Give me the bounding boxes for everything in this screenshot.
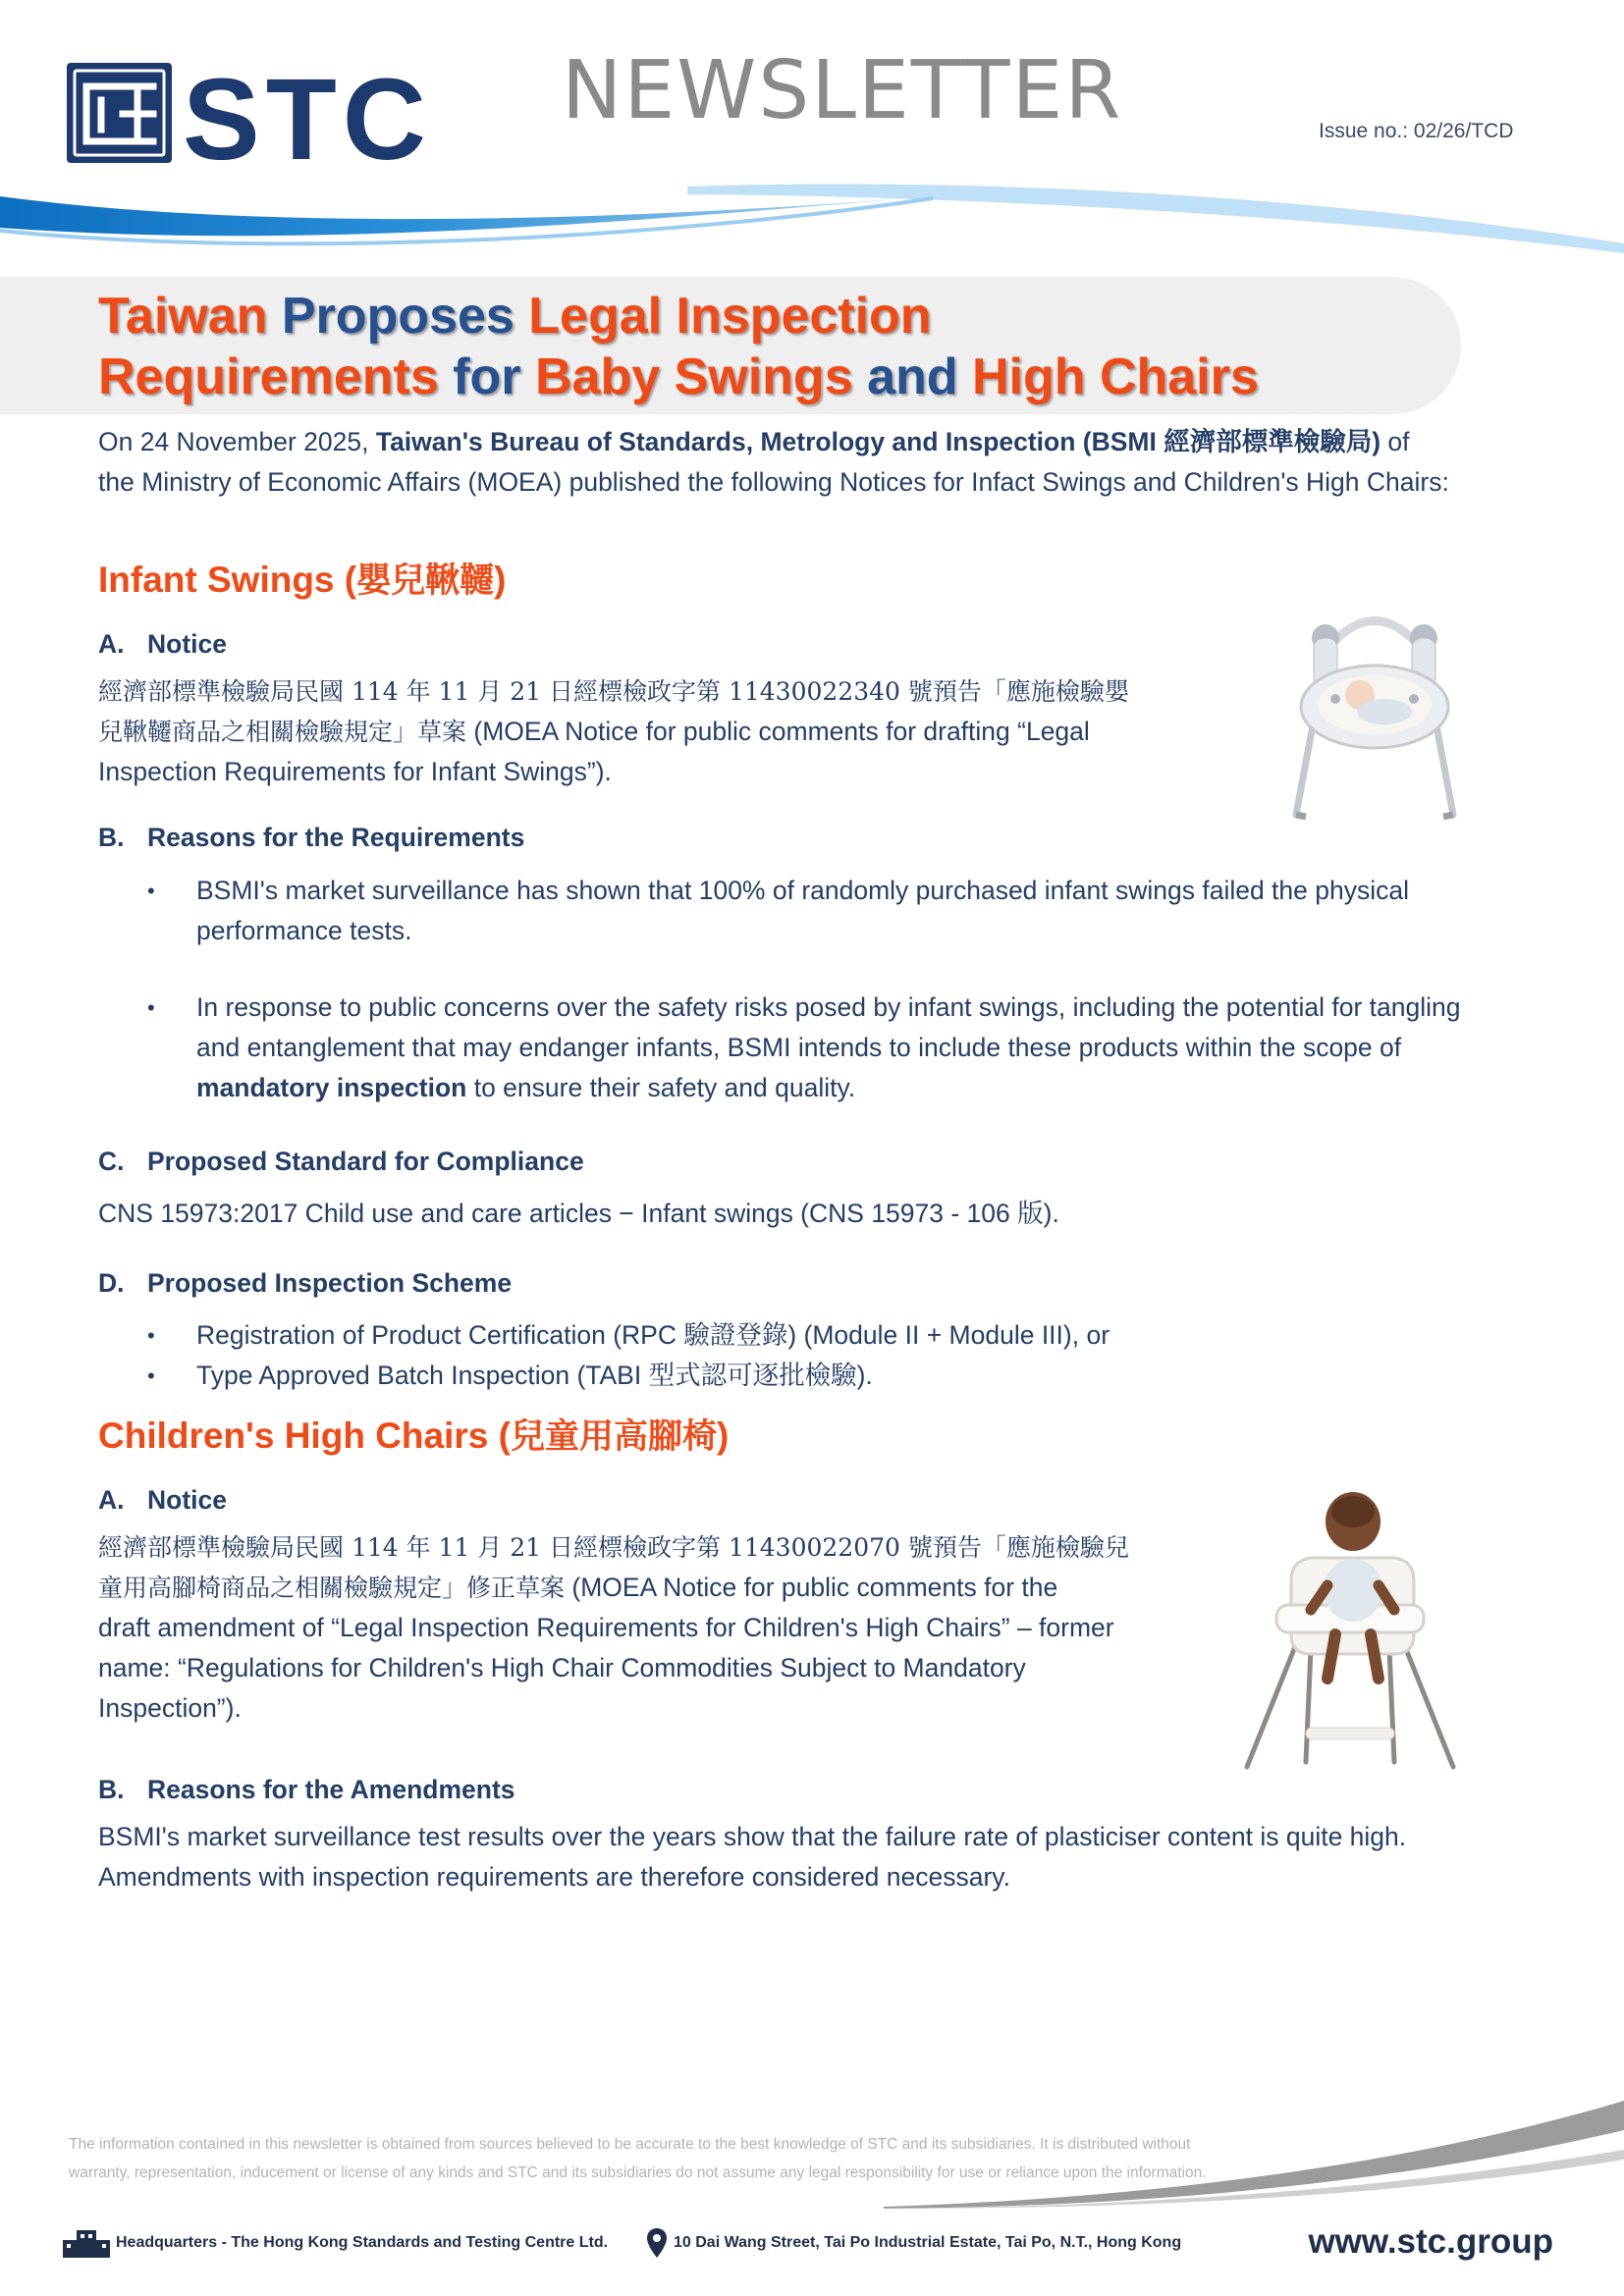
newsletter-title: NEWSLETTER <box>562 44 1123 137</box>
header-swoosh <box>0 177 1624 265</box>
title-band <box>0 277 1461 414</box>
chairs-reasons-heading: B. Reasons for the Amendments <box>98 1775 515 1804</box>
headquarters-text: Headquarters - The Hong Kong Standards and Testing Centre Ltd. <box>116 2234 609 2251</box>
infant-standard-heading: C. Proposed Standard for Compliance <box>98 1147 584 1176</box>
intro-paragraph: On 24 November 2025, Taiwan's Bureau of Standards, Metrology and Inspection (BSMI 經濟部標準檢驗局) of the Ministry of Economic Affairs (MOEA) published the following Notices for Infact Swings and Children's High Chairs: <box>98 427 1449 497</box>
infant-standard-text: CNS 15973:2017 Child use and care articles − Infant swings (CNS 15973 - 106 版). <box>98 1199 1059 1228</box>
chairs-notice-text: 經濟部標準檢驗局民國 114 年 11 月 21 日經標檢政字第 11430022070 號預告「應施檢驗兒 童用高腳椅商品之相關檢驗規定」修正草案 (MOEA Notice for public comments for the draft amendment of “Legal Inspection Requirements for Children's High Chairs” – former name: “Regulations for Children's High Chair Commodities Subject to Mandatory Inspection”). <box>98 1533 1129 1723</box>
address-text: 10 Dai Wang Street, Tai Po Industrial Estate, Tai Po, N.T., Hong Kong <box>674 2234 1182 2251</box>
infant-scheme-item: • Type Approved Batch Inspection (TABI 型式認可逐批檢驗). <box>147 1361 873 1390</box>
infant-scheme-item: • Registration of Product Certification (RPC 驗證登錄) (Module II + Module III), or <box>147 1320 1110 1350</box>
logo-wordmark: STC <box>183 61 432 165</box>
map-pin-icon <box>647 2228 667 2258</box>
infant-notice-text: 經濟部標準檢驗局民國 114 年 11 月 21 日經標檢政字第 11430022340 號預告「應施檢驗嬰 兒鞦韆商品之相關檢驗規定」草案 (MOEA Notice for public comments for drafting “Legal Inspection Requirements for Infant Swings”). <box>98 677 1129 786</box>
chairs-reasons-text: BSMI's market surveillance test results over the years show that the failure rate of plasticiser content is quite high. Amendments with inspection requirements are therefore considered necessary. <box>98 1822 1407 1892</box>
section-heading-infant-swings: Infant Swings (嬰兒鞦韆) <box>98 560 507 601</box>
website-link[interactable]: www.stc.group <box>1308 2222 1553 2261</box>
headline-line-1: Taiwan Proposes Legal Inspection <box>98 288 932 345</box>
disclaimer: The information contained in this newsletter is obtained from sources believed to be accurate to the best knowledge of STC and its subsidiaries. It is distributed without warranty, representation, inducement or license of any kinds and STC and its subsidiaries do not assume any legal responsibility for use or reliance upon the information. <box>69 2136 1207 2181</box>
section-heading-high-chairs: Children's High Chairs (兒童用高腳椅) <box>98 1415 730 1457</box>
infant-notice-heading: A. Notice <box>98 629 227 659</box>
infant-reason-item: • In response to public concerns over the safety risks posed by infant swings, including the potential for tangling and entanglement that may endanger infants, BSMI intends to include these products within the scope of mandatory inspection to ensure their safety and quality. <box>147 992 1461 1102</box>
footer-contact <box>61 2224 1612 2264</box>
issue-number: Issue no.: 02/26/TCD <box>1319 120 1514 142</box>
building-icon <box>63 2230 110 2258</box>
high-chair-image <box>1237 1487 1463 1772</box>
infant-swing-image <box>1267 589 1483 825</box>
chairs-notice-heading: A. Notice <box>98 1485 227 1515</box>
infant-scheme-heading: D. Proposed Inspection Scheme <box>98 1268 513 1298</box>
headline-line-2: Requirements for Baby Swings and High Chairs <box>98 348 1259 405</box>
stc-logo <box>67 61 460 165</box>
infant-reason-item: • BSMI's market surveillance has shown that 100% of randomly purchased infant swings failed the physical performance tests. <box>147 876 1409 945</box>
infant-reasons-heading: B. Reasons for the Requirements <box>98 823 525 852</box>
